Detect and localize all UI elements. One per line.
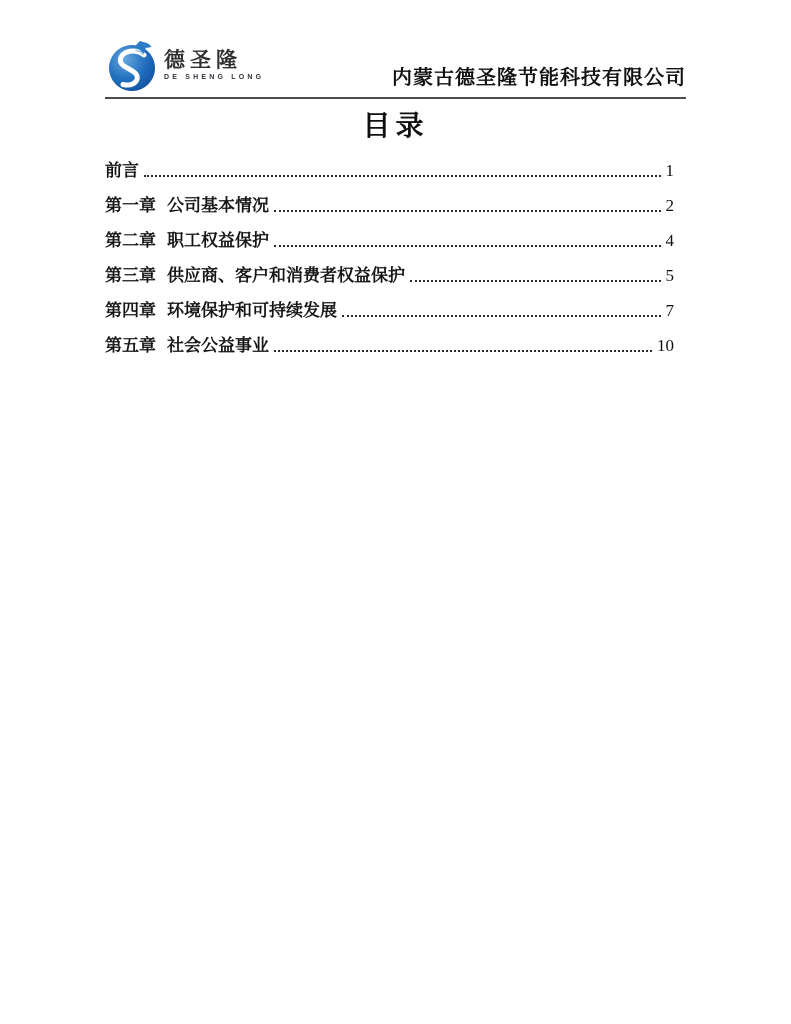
toc-leader-dots bbox=[274, 245, 661, 247]
toc-entry-chapter1[interactable] bbox=[105, 194, 686, 217]
toc-chapter-label: 第五章 bbox=[105, 336, 156, 355]
toc-chapter-label: 第二章 bbox=[105, 231, 156, 250]
toc-entry-chapter4[interactable] bbox=[105, 299, 686, 322]
toc-leader-dots bbox=[144, 175, 661, 177]
toc-chapter-label: 前言 bbox=[105, 161, 139, 180]
toc-leader-dots bbox=[274, 210, 661, 212]
toc-entry-chapter5[interactable] bbox=[105, 334, 686, 357]
dragon-ball-logo-icon bbox=[105, 38, 159, 92]
toc-page-number: 1 bbox=[665, 161, 674, 180]
toc-leader-dots bbox=[410, 280, 661, 282]
toc-page-number: 10 bbox=[657, 336, 674, 355]
toc-leader-dots bbox=[274, 350, 652, 352]
logo-en-name: DE SHENG LONG bbox=[164, 73, 265, 81]
toc-entry-preface[interactable] bbox=[105, 159, 686, 182]
company-logo bbox=[105, 38, 264, 92]
toc-page-number: 7 bbox=[665, 301, 674, 320]
header-divider bbox=[105, 97, 686, 99]
logo-text bbox=[164, 50, 264, 81]
toc-chapter-label: 第三章 bbox=[105, 266, 156, 285]
page-title: 目录 bbox=[362, 111, 429, 142]
page-header bbox=[105, 38, 686, 97]
toc-title-label: 职工权益保护 bbox=[167, 231, 269, 250]
company-name: 内蒙古德圣隆节能科技有限公司 bbox=[392, 67, 686, 89]
toc-chapter-label: 第一章 bbox=[105, 196, 156, 215]
toc-title-label: 环境保护和可持续发展 bbox=[167, 301, 337, 320]
toc-leader-dots bbox=[342, 315, 661, 317]
toc-page-number: 4 bbox=[665, 231, 674, 250]
toc-title-label: 社会公益事业 bbox=[167, 336, 269, 355]
toc-chapter-label: 第四章 bbox=[105, 301, 156, 320]
toc-title-label: 公司基本情况 bbox=[167, 196, 269, 215]
toc-title-label: 供应商、客户和消费者权益保护 bbox=[167, 266, 405, 285]
toc-entry-chapter2[interactable] bbox=[105, 229, 686, 252]
toc-page-number: 5 bbox=[665, 266, 674, 285]
page-content bbox=[0, 0, 791, 357]
table-of-contents bbox=[105, 159, 686, 357]
toc-page-number: 2 bbox=[665, 196, 674, 215]
logo-zh-name: 德圣隆 bbox=[164, 48, 242, 72]
toc-entry-chapter3[interactable] bbox=[105, 264, 686, 287]
